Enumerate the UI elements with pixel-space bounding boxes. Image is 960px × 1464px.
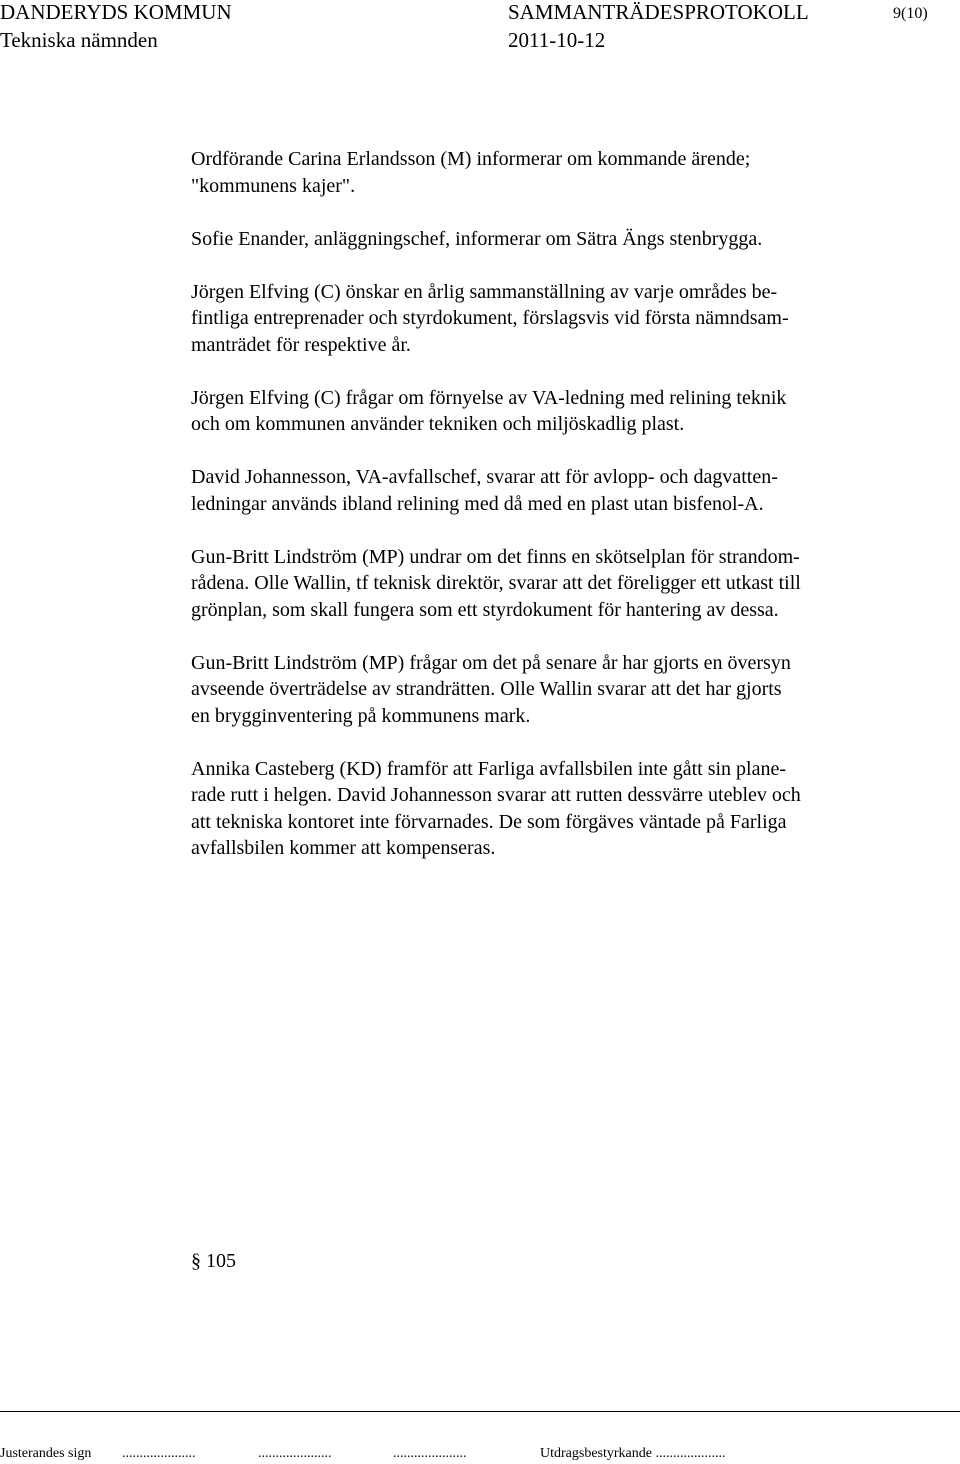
text-line: Annika Casteberg (KD) framför att Farliga avfallsbilen inte gått sin plane- (191, 757, 786, 780)
paragraph (191, 464, 906, 517)
signature-label: Justerandes sign (0, 1446, 92, 1461)
text-line: rade rutt i helgen. David Johannesson svarar att rutten dessvärre uteblev och (191, 784, 801, 806)
text-line: ledningar används ibland relining med då med en plast utan bisfenol-A. (191, 492, 764, 515)
organization-name: DANDERYDS KOMMUN (0, 0, 232, 24)
footer-divider (0, 1411, 960, 1412)
paragraph (191, 650, 906, 730)
document-body (191, 146, 906, 888)
text-line: en brygginventering på kommunens mark. (191, 704, 531, 727)
paragraph (191, 146, 906, 199)
text-line: David Johannesson, VA-avfallschef, svarar att för avlopp- och dagvatten- (191, 466, 778, 488)
text-line: Jörgen Elfving (C) önskar en årlig sammanställning av varje områdes be- (191, 280, 778, 303)
text-line: avfallsbilen kommer att kompenseras. (191, 837, 496, 859)
signature-line: ..................... (393, 1446, 467, 1461)
text-line: Ordförande Carina Erlandsson (M) informerar om kommande ärende; (191, 148, 751, 170)
text-line: Gun-Britt Lindström (MP) undrar om det finns en skötselplan för strandom- (191, 545, 800, 568)
signature-line: ..................... (122, 1446, 196, 1461)
text-line: Jörgen Elfving (C) frågar om förnyelse av VA-ledning med relining teknik (191, 386, 787, 409)
document-type: SAMMANTRÄDESPROTOKOLL (508, 0, 809, 24)
signature-line: ..................... (258, 1446, 332, 1461)
paragraph (191, 226, 906, 253)
section-number: § 105 (191, 1250, 236, 1272)
board-name: Tekniska nämnden (0, 28, 158, 52)
text-line: "kommunens kajer". (191, 174, 356, 197)
text-line: rådena. Olle Wallin, tf teknisk direktör, svarar att det föreligger ett utkast till (191, 572, 801, 594)
paragraph (191, 279, 906, 359)
text-line: Gun-Britt Lindström (MP) frågar om det på senare år har gjorts en översyn (191, 651, 791, 674)
page-number: 9(10) (893, 5, 928, 22)
certification-label: Utdragsbestyrkande .................... (540, 1446, 726, 1461)
text-line: och om kommunen använder tekniken och miljöskadlig plast. (191, 413, 685, 435)
text-line: fintliga entreprenader och styrdokument, förslagsvis vid första nämndsam- (191, 307, 789, 329)
text-line: att tekniska kontoret inte förvarnades. De som förgäves väntade på Farliga (191, 810, 787, 833)
text-line: avseende överträdelse av strandrätten. Olle Wallin svarar att det har gjorts (191, 678, 782, 700)
text-line: grönplan, som skall fungera som ett styrdokument för hantering av dessa. (191, 598, 779, 621)
text-line: manträdet för respektive år. (191, 333, 411, 356)
meeting-date: 2011-10-12 (508, 28, 606, 52)
paragraph (191, 756, 906, 862)
text-line: Sofie Enander, anläggningschef, informerar om Sätra Ängs stenbrygga. (191, 227, 763, 250)
paragraph (191, 385, 906, 438)
paragraph (191, 544, 906, 624)
